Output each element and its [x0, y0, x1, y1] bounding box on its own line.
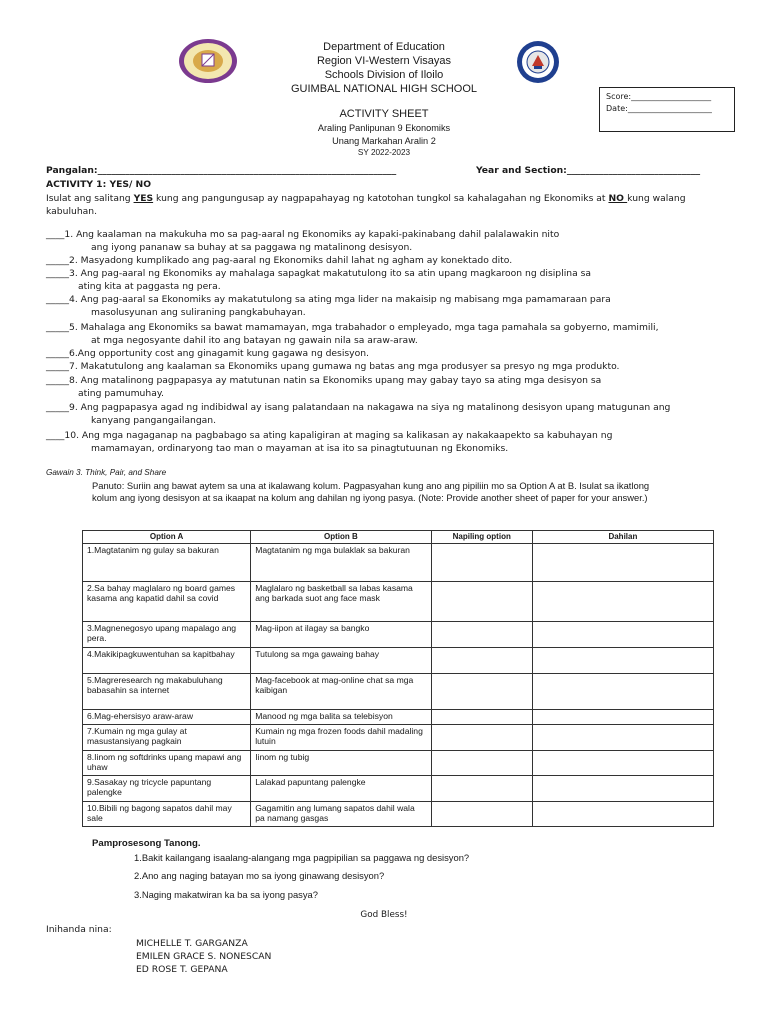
answer-blank[interactable]: ____1.: [46, 229, 74, 240]
option-b-cell: Manood ng mga balita sa telebisyon: [251, 710, 431, 725]
list-item: ____10. Ang mga nagaganap na pagbabago sa ating kapaligiran at maging sa kalikasan ay nakakaapekto sa kabuhayan ng mamamayan, ordinaryong tao man o mayaman at isa ito sa pinagtutuunan ng Ekonomiks.: [46, 430, 613, 454]
table-row: [83, 751, 714, 776]
napiling-option-cell[interactable]: [431, 725, 532, 751]
table-header-row: [83, 531, 714, 544]
option-a-cell: 2.Sa bahay maglalaro ng board games kasama ang kapatid dahil sa covid: [83, 582, 251, 622]
column-header: Option A: [83, 531, 251, 544]
score-box: [599, 87, 735, 132]
dahilan-cell[interactable]: [532, 648, 713, 674]
table-row: [83, 710, 714, 725]
school-seal-icon: [178, 38, 238, 84]
dahilan-cell[interactable]: [532, 710, 713, 725]
option-b-cell: Kumain ng mga frozen foods dahil madaling lutuin: [251, 725, 431, 751]
option-b-cell: Magtatanim ng mga bulaklak sa bakuran: [251, 544, 431, 582]
answer-blank[interactable]: _____3.: [46, 268, 78, 279]
list-item: _____6.Ang opportunity cost ang ginagamit kung gagawa ng desisyon.: [46, 348, 369, 359]
gawain3-panuto: Panuto: Suriin ang bawat aytem sa una at ikalawang kolum. Pagpasyahan kung ano ang pipiliin mo sa Option A at B. Isulat sa ikatlong kolum ang iyong desisyon at sa ikaapat na kolum ang dahilan ng iyong pasya. (Note: Provide another sheet of paper for your answer.): [92, 480, 650, 504]
list-item: _____4. Ang pag-aaral sa Ekonomiks ay makatutulong sa ating mga lider na makaisip ng mabisang mga pamamaraan para masolusyunan ang suliraning pangkabuhayan.: [46, 294, 611, 318]
column-header: Napiling option: [431, 531, 532, 544]
napiling-option-cell[interactable]: [431, 622, 532, 648]
pamprosesong-title: Pamprosesong Tanong.: [92, 838, 201, 849]
table-row: [83, 725, 714, 751]
column-header: Dahilan: [532, 531, 713, 544]
quarter-line: Unang Markahan Aralin 2: [332, 136, 436, 146]
list-item: _____2. Masyadong kumplikado ang pag-aaral ng Ekonomiks dahil lahat ng agham ay konektado dito.: [46, 255, 513, 266]
option-a-cell: 7.Kumain ng mga gulay at masustansiyang pagkain: [83, 725, 251, 751]
question-2: 2.Ano ang naging batayan mo sa iyong ginawang desisyon?: [134, 870, 385, 881]
activity1-instructions: Isulat ang salitang YES kung ang pangungusap ay nagpapahayag ng katotohan tungkol sa kahalagahan ng Ekonomiks at NO kung walang kabuluhan.: [46, 193, 686, 217]
option-b-cell: Iinom ng tubig: [251, 751, 431, 776]
option-a-cell: 10.Bibili ng bagong sapatos dahil may sale: [83, 802, 251, 827]
table-row: [83, 544, 714, 582]
dahilan-cell[interactable]: [532, 776, 713, 802]
list-item: _____8. Ang matalinong pagpapasya ay matutunan natin sa Ekonomiks upang may gabay tayo sa ating mga desisyon sa ating pamumuhay.: [46, 375, 602, 399]
napiling-option-cell[interactable]: [431, 648, 532, 674]
dahilan-cell[interactable]: [532, 725, 713, 751]
options-table: [82, 530, 714, 827]
header-region: Region VI-Western Visayas: [316, 55, 452, 67]
option-b-cell: Mag-facebook at mag-online chat sa mga kaibigan: [251, 674, 431, 710]
napiling-option-cell[interactable]: [431, 544, 532, 582]
question-3: 3.Naging makatwiran ka ba sa iyong pasya?: [134, 889, 318, 900]
option-a-cell: 8.Iinom ng softdrinks upang mapawi ang uhaw: [83, 751, 251, 776]
date-field[interactable]: Date:_____________________: [606, 104, 712, 113]
option-a-cell: 5.Magreresearch ng makabuluhang babasahin sa internet: [83, 674, 251, 710]
napiling-option-cell[interactable]: [431, 710, 532, 725]
column-header: Option B: [251, 531, 431, 544]
answer-blank[interactable]: _____7.: [46, 361, 78, 372]
pangalan-field[interactable]: Pangalan:_________________________________________________________________: [46, 165, 397, 176]
author-name: ED ROSE T. GEPANA: [136, 964, 228, 975]
table-row: [83, 582, 714, 622]
header-school: GUIMBAL NATIONAL HIGH SCHOOL: [290, 83, 477, 95]
score-field[interactable]: Score:____________________: [606, 92, 712, 101]
option-a-cell: 3.Magnenegosyo upang mapalago ang pera.: [83, 622, 251, 648]
author-name: EMILEN GRACE S. NONESCAN: [136, 951, 272, 962]
answer-blank[interactable]: _____4.: [46, 294, 78, 305]
god-bless: God Bless!: [360, 910, 408, 920]
activity1-title: ACTIVITY 1: YES/ NO: [46, 179, 152, 190]
year-section-field[interactable]: Year and Section:_____________________________: [476, 165, 701, 176]
answer-blank[interactable]: _____6.: [46, 348, 78, 359]
list-item: _____5. Mahalaga ang Ekonomiks sa bawat mamamayan, mga trabahador o empleyado, mga taga pamahala sa gobyerno, mamimili, at mga negosyante dahil ito ang batayan ng gawain nila sa araw-araw.: [46, 322, 659, 346]
answer-blank[interactable]: ____10.: [46, 430, 79, 441]
question-1: 1.Bakit kailangang isaalang-alangang mga pagpipilian sa paggawa ng desisyon?: [134, 852, 470, 863]
dahilan-cell[interactable]: [532, 544, 713, 582]
list-item: ____1. Ang kaalaman na makukuha mo sa pag-aaral ng Ekonomiks ay kapaki-pakinabang dahil palalawakin nito ang iyong pananaw sa buhay at sa paggawa ng matalinong desisyon.: [46, 229, 560, 253]
dahilan-cell[interactable]: [532, 751, 713, 776]
option-b-cell: Mag-iipon at ilagay sa bangko: [251, 622, 431, 648]
subject-line: Araling Panlipunan 9 Ekonomiks: [317, 123, 451, 133]
napiling-option-cell[interactable]: [431, 674, 532, 710]
table-row: [83, 674, 714, 710]
author-name: MICHELLE T. GARGANZA: [136, 938, 248, 949]
list-item: _____7. Makatutulong ang kaalaman sa Ekonomiks upang gumawa ng batas ang mga produsyer sa presyo ng mga produkto.: [46, 361, 620, 372]
gawain3-title: Gawain 3. Think, Pair, and Share: [46, 468, 167, 477]
option-a-cell: 9.Sasakay ng tricycle papuntang palengke: [83, 776, 251, 802]
option-b-cell: Tutulong sa mga gawaing bahay: [251, 648, 431, 674]
dahilan-cell[interactable]: [532, 582, 713, 622]
answer-blank[interactable]: _____9.: [46, 402, 78, 413]
dahilan-cell[interactable]: [532, 802, 713, 827]
option-b-cell: Gagamitin ang lumang sapatos dahil wala pa namang gasgas: [251, 802, 431, 827]
answer-blank[interactable]: _____5.: [46, 322, 78, 333]
inihanda-label: Inihanda nina:: [46, 924, 112, 935]
list-item: _____3. Ang pag-aaral ng Ekonomiks ay mahalaga sapagkat makatutulong ito sa atin upang magkaroon ng disiplina sa ating kita at paggasta ng pera.: [46, 268, 592, 292]
answer-blank[interactable]: _____2.: [46, 255, 78, 266]
napiling-option-cell[interactable]: [431, 802, 532, 827]
dahilan-cell[interactable]: [532, 674, 713, 710]
napiling-option-cell[interactable]: [431, 776, 532, 802]
option-b-cell: Lalakad papuntang palengke: [251, 776, 431, 802]
option-a-cell: 6.Mag-ehersisyo araw-araw: [83, 710, 251, 725]
napiling-option-cell[interactable]: [431, 582, 532, 622]
napiling-option-cell[interactable]: [431, 751, 532, 776]
table-row: [83, 776, 714, 802]
answer-blank[interactable]: _____8.: [46, 375, 78, 386]
sheet-title: ACTIVITY SHEET: [339, 108, 429, 120]
header-division: Schools Division of Iloilo: [324, 69, 444, 81]
table-row: [83, 802, 714, 827]
header-department: Department of Education: [323, 41, 445, 53]
option-a-cell: 1.Magtatanim ng gulay sa bakuran: [83, 544, 251, 582]
list-item: _____9. Ang pagpapasya agad ng indibidwal ay isang palatandaan na nakagawa na siya ng matalinong desisyon upang matugunan ang kanyang pangangailangan.: [46, 402, 671, 426]
dahilan-cell[interactable]: [532, 622, 713, 648]
table-row: [83, 622, 714, 648]
option-a-cell: 4.Makikipagkuwentuhan sa kapitbahay: [83, 648, 251, 674]
option-b-cell: Maglalaro ng basketball sa labas kasama ang barkada suot ang face mask: [251, 582, 431, 622]
table-row: [83, 648, 714, 674]
school-year: SY 2022-2023: [357, 148, 411, 157]
